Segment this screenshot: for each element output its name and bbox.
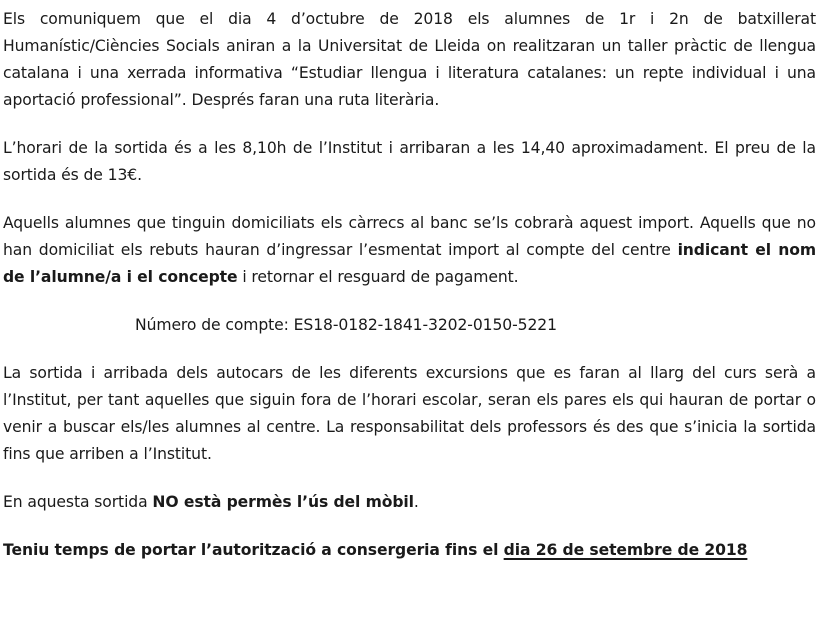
- deadline-text-bold: Teniu temps de portar l’autorització a consergeria fins el: [3, 541, 504, 559]
- mobile-text-no: NO: [152, 493, 179, 511]
- account-number: Número de compte: ES18-0182-1841-3202-0150-5221: [135, 316, 557, 334]
- paragraph-schedule: L’horari de la sortida és a les 8,10h de l’Institut i arribaran a les 14,40 aproximadament. El preu de la sortida és de 13€.: [3, 139, 816, 184]
- mobile-text-start: En aquesta sortida: [3, 493, 153, 511]
- paragraph-deadline: [3, 537, 816, 564]
- payment-text-start: Aquells alumnes que tinguin domiciliats els càrrecs al banc se’ls cobrarà aquest import. Aquells que no han domiciliat els rebuts hauran d’ingressar l’esmentat import al compte del centre: [3, 214, 816, 259]
- payment-text-bold: indicant el nom de l’alumne/a i el concepte: [3, 241, 816, 286]
- payment-text-end: i retornar el resguard de pagament.: [237, 268, 519, 286]
- mobile-text-end: .: [413, 493, 419, 511]
- document-body: [3, 6, 816, 564]
- paragraph-transport: La sortida i arribada dels autocars de les diferents excursions que es faran al llarg del curs serà a l’Institut, per tant aquelles que siguin fora de l’horari escolar, seran els pares els qui hauran de portar o venir a buscar els/les alumnes al centre. La responsabilitat dels professors és des que s’inicia la sortida fins que arriben a l’Institut.: [3, 364, 816, 463]
- mobile-text-bold: està permès l’ús del mòbil: [178, 493, 414, 511]
- paragraph-mobile: [3, 489, 816, 516]
- deadline-date: dia 26 de setembre de 2018: [503, 541, 748, 559]
- paragraph-announcement: Els comuniquem que el dia 4 d’octubre de 2018 els alumnes de 1r i 2n de batxillerat Humanístic/Ciències Socials aniran a la Universitat de Lleida on realitzaran un taller pràctic de llengua catalana i una xerrada informativa “Estudiar llengua i literatura catalanes: un repte individual i una aportació professional”. Després faran una ruta literària.: [3, 10, 816, 109]
- paragraph-payment: [3, 210, 816, 291]
